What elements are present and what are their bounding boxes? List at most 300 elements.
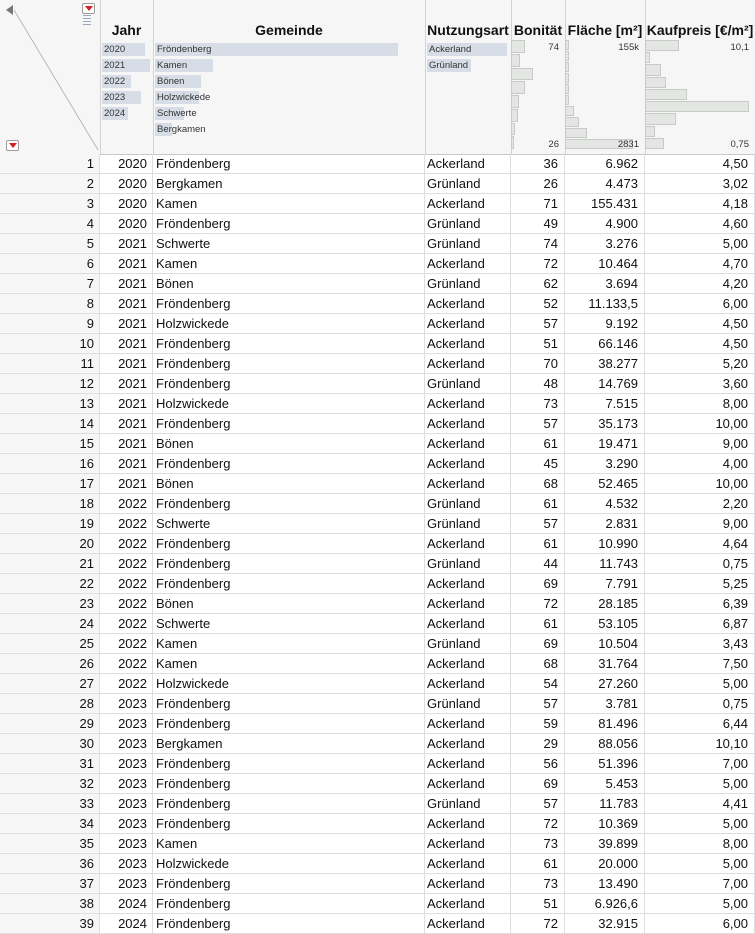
- cell-kaufpreis[interactable]: 10,00: [645, 414, 755, 433]
- cell-kaufpreis[interactable]: 5,20: [645, 354, 755, 373]
- cell-flaeche[interactable]: 6.962: [565, 154, 645, 173]
- summary-level[interactable]: [427, 59, 507, 72]
- cell-bonitaet[interactable]: 62: [511, 274, 565, 293]
- table-row[interactable]: [0, 874, 755, 894]
- cell-nutzungsart[interactable]: Ackerland: [425, 194, 511, 213]
- cell-flaeche[interactable]: 155.431: [565, 194, 645, 213]
- cell-bonitaet[interactable]: 72: [511, 814, 565, 833]
- cell-kaufpreis[interactable]: 6,87: [645, 614, 755, 633]
- cell-flaeche[interactable]: 10.504: [565, 634, 645, 653]
- row-number[interactable]: 38: [0, 894, 100, 913]
- table-row[interactable]: [0, 314, 755, 334]
- cell-gemeinde[interactable]: Holzwickede: [153, 674, 425, 693]
- cell-flaeche[interactable]: 52.465: [565, 474, 645, 493]
- cell-bonitaet[interactable]: 72: [511, 914, 565, 933]
- cell-bonitaet[interactable]: 69: [511, 574, 565, 593]
- cell-kaufpreis[interactable]: 5,00: [645, 234, 755, 253]
- cell-jahr[interactable]: 2022: [100, 634, 153, 653]
- table-row[interactable]: [0, 194, 755, 214]
- column-nutzungsart[interactable]: [425, 0, 512, 154]
- cell-bonitaet[interactable]: 44: [511, 554, 565, 573]
- cell-gemeinde[interactable]: Bergkamen: [153, 174, 425, 193]
- cell-gemeinde[interactable]: Kamen: [153, 654, 425, 673]
- cell-kaufpreis[interactable]: 0,75: [645, 554, 755, 573]
- cell-kaufpreis[interactable]: 4,50: [645, 154, 755, 173]
- table-row[interactable]: [0, 494, 755, 514]
- cell-kaufpreis[interactable]: 3,60: [645, 374, 755, 393]
- cell-bonitaet[interactable]: 73: [511, 394, 565, 413]
- cell-kaufpreis[interactable]: 5,25: [645, 574, 755, 593]
- cell-kaufpreis[interactable]: 5,00: [645, 774, 755, 793]
- row-number[interactable]: 25: [0, 634, 100, 653]
- cell-bonitaet[interactable]: 61: [511, 614, 565, 633]
- row-number[interactable]: 3: [0, 194, 100, 213]
- columns-menu-icon[interactable]: [82, 3, 95, 14]
- table-row[interactable]: [0, 854, 755, 874]
- cell-gemeinde[interactable]: Kamen: [153, 194, 425, 213]
- cell-kaufpreis[interactable]: 2,20: [645, 494, 755, 513]
- cell-kaufpreis[interactable]: 7,00: [645, 874, 755, 893]
- cell-bonitaet[interactable]: 61: [511, 854, 565, 873]
- table-row[interactable]: [0, 534, 755, 554]
- cell-gemeinde[interactable]: Fröndenberg: [153, 294, 425, 313]
- column-title-kaufpreis[interactable]: Kaufpreis [€/m²]: [646, 22, 754, 38]
- rows-menu-icon[interactable]: [6, 140, 19, 151]
- cell-jahr[interactable]: 2023: [100, 754, 153, 773]
- cell-gemeinde[interactable]: Fröndenberg: [153, 914, 425, 933]
- cell-kaufpreis[interactable]: 5,00: [645, 854, 755, 873]
- cell-bonitaet[interactable]: 57: [511, 694, 565, 713]
- cell-nutzungsart[interactable]: Grünland: [425, 494, 511, 513]
- row-number[interactable]: 8: [0, 294, 100, 313]
- cell-nutzungsart[interactable]: Ackerland: [425, 834, 511, 853]
- cell-jahr[interactable]: 2021: [100, 414, 153, 433]
- table-row[interactable]: [0, 374, 755, 394]
- cell-kaufpreis[interactable]: 4,41: [645, 794, 755, 813]
- column-title-gemeinde[interactable]: Gemeinde: [255, 22, 323, 38]
- row-number[interactable]: 31: [0, 754, 100, 773]
- row-number[interactable]: 28: [0, 694, 100, 713]
- cell-kaufpreis[interactable]: 0,75: [645, 694, 755, 713]
- cell-gemeinde[interactable]: Fröndenberg: [153, 414, 425, 433]
- cell-gemeinde[interactable]: Kamen: [153, 634, 425, 653]
- cell-flaeche[interactable]: 10.464: [565, 254, 645, 273]
- cell-kaufpreis[interactable]: 7,00: [645, 754, 755, 773]
- cell-kaufpreis[interactable]: 3,02: [645, 174, 755, 193]
- row-number[interactable]: 18: [0, 494, 100, 513]
- cell-gemeinde[interactable]: Fröndenberg: [153, 354, 425, 373]
- cell-nutzungsart[interactable]: Ackerland: [425, 914, 511, 933]
- cell-jahr[interactable]: 2021: [100, 314, 153, 333]
- cell-nutzungsart[interactable]: Ackerland: [425, 854, 511, 873]
- row-number[interactable]: 6: [0, 254, 100, 273]
- table-row[interactable]: [0, 334, 755, 354]
- table-row[interactable]: [0, 734, 755, 754]
- column-title-nutzungsart[interactable]: Nutzungsart: [427, 22, 509, 38]
- row-number[interactable]: 10: [0, 334, 100, 353]
- table-row[interactable]: [0, 174, 755, 194]
- cell-jahr[interactable]: 2024: [100, 894, 153, 913]
- cell-gemeinde[interactable]: Bergkamen: [153, 734, 425, 753]
- cell-nutzungsart[interactable]: Ackerland: [425, 354, 511, 373]
- cell-kaufpreis[interactable]: 5,00: [645, 674, 755, 693]
- row-number[interactable]: 26: [0, 654, 100, 673]
- cell-nutzungsart[interactable]: Ackerland: [425, 734, 511, 753]
- cell-flaeche[interactable]: 32.915: [565, 914, 645, 933]
- cell-jahr[interactable]: 2021: [100, 394, 153, 413]
- cell-gemeinde[interactable]: Fröndenberg: [153, 554, 425, 573]
- cell-nutzungsart[interactable]: Grünland: [425, 514, 511, 533]
- cell-gemeinde[interactable]: Fröndenberg: [153, 894, 425, 913]
- table-row[interactable]: [0, 834, 755, 854]
- row-number[interactable]: 21: [0, 554, 100, 573]
- row-number[interactable]: 29: [0, 714, 100, 733]
- cell-kaufpreis[interactable]: 8,00: [645, 394, 755, 413]
- cell-jahr[interactable]: 2020: [100, 174, 153, 193]
- table-row[interactable]: [0, 234, 755, 254]
- column-bonitaet[interactable]: [511, 0, 566, 154]
- cell-kaufpreis[interactable]: 7,50: [645, 654, 755, 673]
- row-number[interactable]: 36: [0, 854, 100, 873]
- cell-flaeche[interactable]: 38.277: [565, 354, 645, 373]
- cell-nutzungsart[interactable]: Ackerland: [425, 614, 511, 633]
- table-row[interactable]: [0, 814, 755, 834]
- cell-bonitaet[interactable]: 48: [511, 374, 565, 393]
- cell-flaeche[interactable]: 4.473: [565, 174, 645, 193]
- cell-flaeche[interactable]: 3.276: [565, 234, 645, 253]
- row-number[interactable]: 4: [0, 214, 100, 233]
- cell-nutzungsart[interactable]: Ackerland: [425, 674, 511, 693]
- cell-bonitaet[interactable]: 73: [511, 834, 565, 853]
- back-arrow-icon[interactable]: [6, 5, 13, 15]
- cell-gemeinde[interactable]: Bönen: [153, 474, 425, 493]
- cell-gemeinde[interactable]: Fröndenberg: [153, 574, 425, 593]
- summary-level[interactable]: [102, 59, 150, 72]
- cell-nutzungsart[interactable]: Ackerland: [425, 454, 511, 473]
- cell-gemeinde[interactable]: Schwerte: [153, 514, 425, 533]
- row-number[interactable]: 17: [0, 474, 100, 493]
- cell-flaeche[interactable]: 5.453: [565, 774, 645, 793]
- cell-jahr[interactable]: 2023: [100, 834, 153, 853]
- table-row[interactable]: [0, 754, 755, 774]
- cell-nutzungsart[interactable]: Ackerland: [425, 414, 511, 433]
- cell-nutzungsart[interactable]: Ackerland: [425, 474, 511, 493]
- cell-kaufpreis[interactable]: 10,00: [645, 474, 755, 493]
- cell-kaufpreis[interactable]: 6,39: [645, 594, 755, 613]
- table-row[interactable]: [0, 394, 755, 414]
- table-row[interactable]: [0, 214, 755, 234]
- cell-jahr[interactable]: 2023: [100, 714, 153, 733]
- cell-kaufpreis[interactable]: 4,60: [645, 214, 755, 233]
- cell-gemeinde[interactable]: Schwerte: [153, 614, 425, 633]
- cell-nutzungsart[interactable]: Grünland: [425, 634, 511, 653]
- cell-flaeche[interactable]: 7.791: [565, 574, 645, 593]
- cell-bonitaet[interactable]: 68: [511, 474, 565, 493]
- cell-jahr[interactable]: 2023: [100, 814, 153, 833]
- table-row[interactable]: [0, 694, 755, 714]
- cell-jahr[interactable]: 2020: [100, 194, 153, 213]
- table-row[interactable]: [0, 274, 755, 294]
- cell-nutzungsart[interactable]: Grünland: [425, 554, 511, 573]
- table-row[interactable]: [0, 594, 755, 614]
- table-row[interactable]: [0, 514, 755, 534]
- cell-kaufpreis[interactable]: 4,20: [645, 274, 755, 293]
- cell-gemeinde[interactable]: Fröndenberg: [153, 334, 425, 353]
- row-number[interactable]: 2: [0, 174, 100, 193]
- cell-nutzungsart[interactable]: Ackerland: [425, 814, 511, 833]
- cell-bonitaet[interactable]: 71: [511, 194, 565, 213]
- cell-nutzungsart[interactable]: Ackerland: [425, 314, 511, 333]
- cell-nutzungsart[interactable]: Ackerland: [425, 894, 511, 913]
- row-number[interactable]: 7: [0, 274, 100, 293]
- cell-bonitaet[interactable]: 57: [511, 514, 565, 533]
- cell-jahr[interactable]: 2023: [100, 694, 153, 713]
- cell-jahr[interactable]: 2023: [100, 774, 153, 793]
- cell-flaeche[interactable]: 4.900: [565, 214, 645, 233]
- row-number[interactable]: 33: [0, 794, 100, 813]
- row-number[interactable]: 11: [0, 354, 100, 373]
- row-number[interactable]: 5: [0, 234, 100, 253]
- summary-level[interactable]: [102, 91, 150, 104]
- summary-level[interactable]: [155, 75, 398, 88]
- cell-nutzungsart[interactable]: Ackerland: [425, 754, 511, 773]
- cell-kaufpreis[interactable]: 10,10: [645, 734, 755, 753]
- cell-flaeche[interactable]: 10.990: [565, 534, 645, 553]
- cell-jahr[interactable]: 2020: [100, 154, 153, 173]
- cell-nutzungsart[interactable]: Grünland: [425, 174, 511, 193]
- cell-nutzungsart[interactable]: Grünland: [425, 694, 511, 713]
- cell-flaeche[interactable]: 11.743: [565, 554, 645, 573]
- cell-bonitaet[interactable]: 69: [511, 774, 565, 793]
- cell-jahr[interactable]: 2023: [100, 794, 153, 813]
- cell-nutzungsart[interactable]: Grünland: [425, 214, 511, 233]
- cell-bonitaet[interactable]: 69: [511, 634, 565, 653]
- cell-flaeche[interactable]: 66.146: [565, 334, 645, 353]
- summary-level[interactable]: [427, 43, 507, 56]
- cell-flaeche[interactable]: 51.396: [565, 754, 645, 773]
- row-number[interactable]: 19: [0, 514, 100, 533]
- cell-jahr[interactable]: 2022: [100, 494, 153, 513]
- cell-jahr[interactable]: 2023: [100, 854, 153, 873]
- cell-flaeche[interactable]: 88.056: [565, 734, 645, 753]
- cell-bonitaet[interactable]: 54: [511, 674, 565, 693]
- cell-gemeinde[interactable]: Holzwickede: [153, 854, 425, 873]
- cell-jahr[interactable]: 2021: [100, 434, 153, 453]
- cell-gemeinde[interactable]: Holzwickede: [153, 314, 425, 333]
- cell-kaufpreis[interactable]: 4,64: [645, 534, 755, 553]
- row-number[interactable]: 20: [0, 534, 100, 553]
- table-row[interactable]: [0, 654, 755, 674]
- table-row[interactable]: [0, 774, 755, 794]
- summary-level[interactable]: [102, 107, 150, 120]
- cell-bonitaet[interactable]: 26: [511, 174, 565, 193]
- cell-jahr[interactable]: 2021: [100, 454, 153, 473]
- cell-nutzungsart[interactable]: Ackerland: [425, 294, 511, 313]
- cell-flaeche[interactable]: 11.133,5: [565, 294, 645, 313]
- cell-nutzungsart[interactable]: Ackerland: [425, 254, 511, 273]
- cell-flaeche[interactable]: 20.000: [565, 854, 645, 873]
- cell-jahr[interactable]: 2021: [100, 374, 153, 393]
- cell-gemeinde[interactable]: Fröndenberg: [153, 214, 425, 233]
- cell-bonitaet[interactable]: 57: [511, 794, 565, 813]
- cell-gemeinde[interactable]: Fröndenberg: [153, 774, 425, 793]
- cell-jahr[interactable]: 2021: [100, 334, 153, 353]
- cell-gemeinde[interactable]: Fröndenberg: [153, 534, 425, 553]
- cell-flaeche[interactable]: 7.515: [565, 394, 645, 413]
- cell-flaeche[interactable]: 81.496: [565, 714, 645, 733]
- cell-kaufpreis[interactable]: 4,00: [645, 454, 755, 473]
- summary-level[interactable]: [102, 75, 150, 88]
- cell-flaeche[interactable]: 35.173: [565, 414, 645, 433]
- cell-jahr[interactable]: 2021: [100, 274, 153, 293]
- row-number[interactable]: 39: [0, 914, 100, 933]
- table-row[interactable]: [0, 714, 755, 734]
- row-number[interactable]: 24: [0, 614, 100, 633]
- cell-nutzungsart[interactable]: Ackerland: [425, 394, 511, 413]
- summary-level[interactable]: [102, 43, 150, 56]
- cell-kaufpreis[interactable]: 8,00: [645, 834, 755, 853]
- cell-nutzungsart[interactable]: Ackerland: [425, 534, 511, 553]
- row-number[interactable]: 32: [0, 774, 100, 793]
- cell-gemeinde[interactable]: Fröndenberg: [153, 754, 425, 773]
- cell-kaufpreis[interactable]: 4,50: [645, 334, 755, 353]
- cell-kaufpreis[interactable]: 4,50: [645, 314, 755, 333]
- cell-flaeche[interactable]: 11.783: [565, 794, 645, 813]
- cell-nutzungsart[interactable]: Ackerland: [425, 594, 511, 613]
- cell-nutzungsart[interactable]: Ackerland: [425, 714, 511, 733]
- cell-nutzungsart[interactable]: Ackerland: [425, 434, 511, 453]
- table-row[interactable]: [0, 354, 755, 374]
- cell-jahr[interactable]: 2021: [100, 234, 153, 253]
- cell-flaeche[interactable]: 10.369: [565, 814, 645, 833]
- cell-bonitaet[interactable]: 72: [511, 254, 565, 273]
- cell-flaeche[interactable]: 28.185: [565, 594, 645, 613]
- cell-kaufpreis[interactable]: 6,00: [645, 294, 755, 313]
- cell-jahr[interactable]: 2023: [100, 734, 153, 753]
- table-row[interactable]: [0, 894, 755, 914]
- summary-level[interactable]: [155, 43, 398, 56]
- row-number[interactable]: 9: [0, 314, 100, 333]
- table-row[interactable]: [0, 634, 755, 654]
- row-number[interactable]: 23: [0, 594, 100, 613]
- row-number[interactable]: 16: [0, 454, 100, 473]
- cell-jahr[interactable]: 2020: [100, 214, 153, 233]
- cell-flaeche[interactable]: 53.105: [565, 614, 645, 633]
- cell-kaufpreis[interactable]: 5,00: [645, 894, 755, 913]
- column-flaeche[interactable]: [565, 0, 646, 154]
- cell-kaufpreis[interactable]: 9,00: [645, 514, 755, 533]
- cell-bonitaet[interactable]: 61: [511, 434, 565, 453]
- cell-nutzungsart[interactable]: Grünland: [425, 794, 511, 813]
- cell-gemeinde[interactable]: Bönen: [153, 594, 425, 613]
- cell-jahr[interactable]: 2022: [100, 534, 153, 553]
- table-row[interactable]: [0, 794, 755, 814]
- table-row[interactable]: [0, 614, 755, 634]
- cell-gemeinde[interactable]: Fröndenberg: [153, 794, 425, 813]
- table-row[interactable]: [0, 474, 755, 494]
- cell-bonitaet[interactable]: 61: [511, 494, 565, 513]
- table-row[interactable]: [0, 154, 755, 174]
- table-row[interactable]: [0, 434, 755, 454]
- cell-bonitaet[interactable]: 36: [511, 154, 565, 173]
- cell-gemeinde[interactable]: Fröndenberg: [153, 714, 425, 733]
- cell-gemeinde[interactable]: Fröndenberg: [153, 494, 425, 513]
- row-number[interactable]: 34: [0, 814, 100, 833]
- cell-flaeche[interactable]: 14.769: [565, 374, 645, 393]
- cell-bonitaet[interactable]: 57: [511, 414, 565, 433]
- cell-flaeche[interactable]: 19.471: [565, 434, 645, 453]
- cell-gemeinde[interactable]: Fröndenberg: [153, 694, 425, 713]
- cell-gemeinde[interactable]: Schwerte: [153, 234, 425, 253]
- cell-bonitaet[interactable]: 51: [511, 894, 565, 913]
- cell-flaeche[interactable]: 9.192: [565, 314, 645, 333]
- row-number[interactable]: 14: [0, 414, 100, 433]
- cell-flaeche[interactable]: 2.831: [565, 514, 645, 533]
- cell-flaeche[interactable]: 3.694: [565, 274, 645, 293]
- cell-flaeche[interactable]: 6.926,6: [565, 894, 645, 913]
- row-number[interactable]: 15: [0, 434, 100, 453]
- row-number[interactable]: 30: [0, 734, 100, 753]
- cell-bonitaet[interactable]: 45: [511, 454, 565, 473]
- cell-bonitaet[interactable]: 52: [511, 294, 565, 313]
- cell-flaeche[interactable]: 3.781: [565, 694, 645, 713]
- cell-jahr[interactable]: 2021: [100, 474, 153, 493]
- row-number[interactable]: 22: [0, 574, 100, 593]
- cell-bonitaet[interactable]: 68: [511, 654, 565, 673]
- cell-bonitaet[interactable]: 29: [511, 734, 565, 753]
- cell-bonitaet[interactable]: 72: [511, 594, 565, 613]
- cell-gemeinde[interactable]: Fröndenberg: [153, 814, 425, 833]
- column-title-flaeche[interactable]: Fläche [m²]: [567, 22, 643, 38]
- table-row[interactable]: [0, 294, 755, 314]
- cell-gemeinde[interactable]: Fröndenberg: [153, 454, 425, 473]
- cell-nutzungsart[interactable]: Ackerland: [425, 874, 511, 893]
- cell-kaufpreis[interactable]: 6,00: [645, 914, 755, 933]
- table-row[interactable]: [0, 674, 755, 694]
- cell-bonitaet[interactable]: 61: [511, 534, 565, 553]
- summary-level[interactable]: [155, 59, 398, 72]
- cell-kaufpreis[interactable]: 4,70: [645, 254, 755, 273]
- cell-bonitaet[interactable]: 56: [511, 754, 565, 773]
- column-title-jahr[interactable]: Jahr: [111, 22, 142, 38]
- cell-bonitaet[interactable]: 70: [511, 354, 565, 373]
- column-title-bonitaet[interactable]: Bonität: [513, 22, 563, 38]
- cell-gemeinde[interactable]: Kamen: [153, 254, 425, 273]
- cell-nutzungsart[interactable]: Ackerland: [425, 774, 511, 793]
- summary-level[interactable]: [155, 107, 398, 120]
- cell-bonitaet[interactable]: 57: [511, 314, 565, 333]
- cell-gemeinde[interactable]: Kamen: [153, 834, 425, 853]
- cell-gemeinde[interactable]: Fröndenberg: [153, 154, 425, 173]
- row-number[interactable]: 27: [0, 674, 100, 693]
- row-number[interactable]: 37: [0, 874, 100, 893]
- cell-kaufpreis[interactable]: 6,44: [645, 714, 755, 733]
- cell-kaufpreis[interactable]: 9,00: [645, 434, 755, 453]
- summary-level[interactable]: [155, 91, 398, 104]
- cell-nutzungsart[interactable]: Ackerland: [425, 574, 511, 593]
- cell-gemeinde[interactable]: Fröndenberg: [153, 874, 425, 893]
- cell-kaufpreis[interactable]: 5,00: [645, 814, 755, 833]
- cell-gemeinde[interactable]: Fröndenberg: [153, 374, 425, 393]
- cell-flaeche[interactable]: 39.899: [565, 834, 645, 853]
- cell-flaeche[interactable]: 3.290: [565, 454, 645, 473]
- cell-nutzungsart[interactable]: Ackerland: [425, 654, 511, 673]
- column-gemeinde[interactable]: [153, 0, 426, 154]
- cell-nutzungsart[interactable]: Grünland: [425, 234, 511, 253]
- table-row[interactable]: [0, 254, 755, 274]
- cell-nutzungsart[interactable]: Ackerland: [425, 154, 511, 173]
- column-jahr[interactable]: [100, 0, 154, 154]
